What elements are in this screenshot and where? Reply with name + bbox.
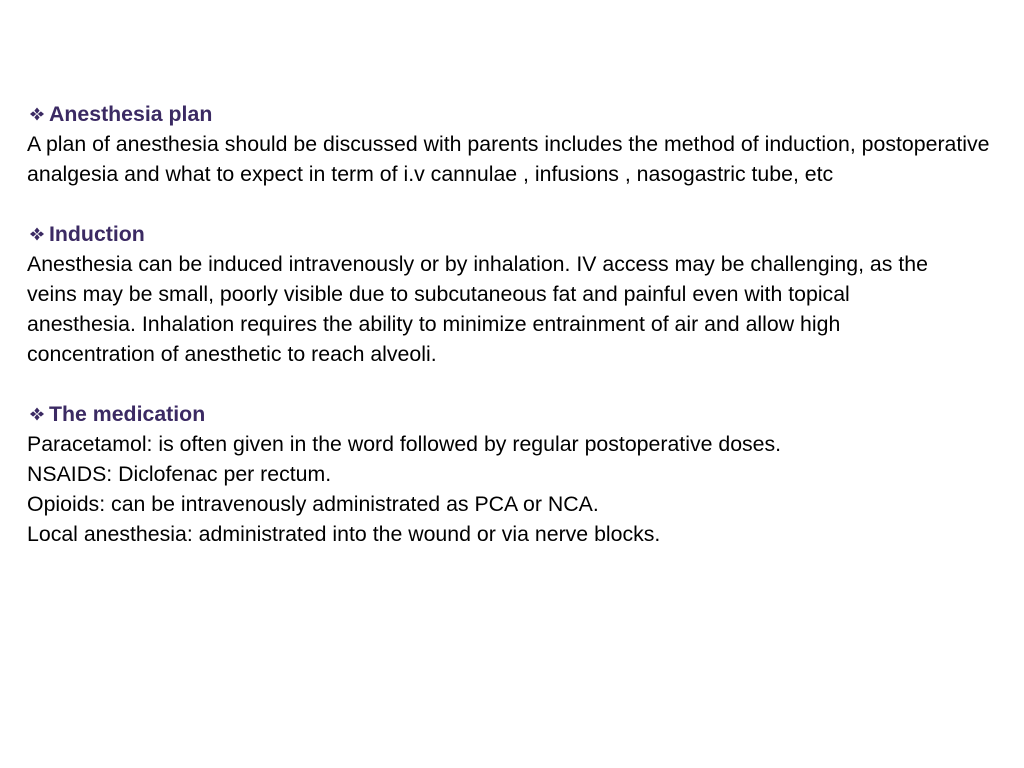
section-body: Anesthesia can be induced intravenously or by inhalation. IV access may be challenging, as the veins may be small, poorly visible due to subcutaneous fat and painful even with topical anesthesia. Inhalation requires the ability to minimize entrainment of air and allow high concentration of anesthetic to reach alveoli.: [27, 252, 928, 366]
diamond-bullet-icon: [27, 107, 48, 121]
section-body: A plan of anesthesia should be discussed with parents includes the method of induction, postoperative analgesia and what to expect in term of i.v cannulae , infusions , nasogastric tube, etc: [27, 132, 990, 186]
section-heading: [27, 399, 1017, 429]
diamond-bullet-icon: [27, 407, 48, 421]
section-medication: [27, 399, 1017, 549]
section-heading: [27, 219, 1017, 249]
heading-text: The medication: [49, 402, 206, 426]
section-anesthesia-plan: [27, 99, 1017, 189]
heading-text: Anesthesia plan: [49, 102, 213, 126]
section-heading: [27, 99, 1017, 129]
heading-text: Induction: [49, 222, 145, 246]
medication-line: NSAIDS: Diclofenac per rectum.: [27, 462, 332, 486]
medication-line: Local anesthesia: administrated into the wound or via nerve blocks.: [27, 522, 661, 546]
section-induction: [27, 219, 1017, 369]
diamond-bullet-icon: [27, 227, 48, 241]
slide-content: [27, 99, 1017, 579]
medication-line: Paracetamol: is often given in the word followed by regular postoperative doses.: [27, 432, 782, 456]
medication-line: Opioids: can be intravenously administrated as PCA or NCA.: [27, 492, 599, 516]
